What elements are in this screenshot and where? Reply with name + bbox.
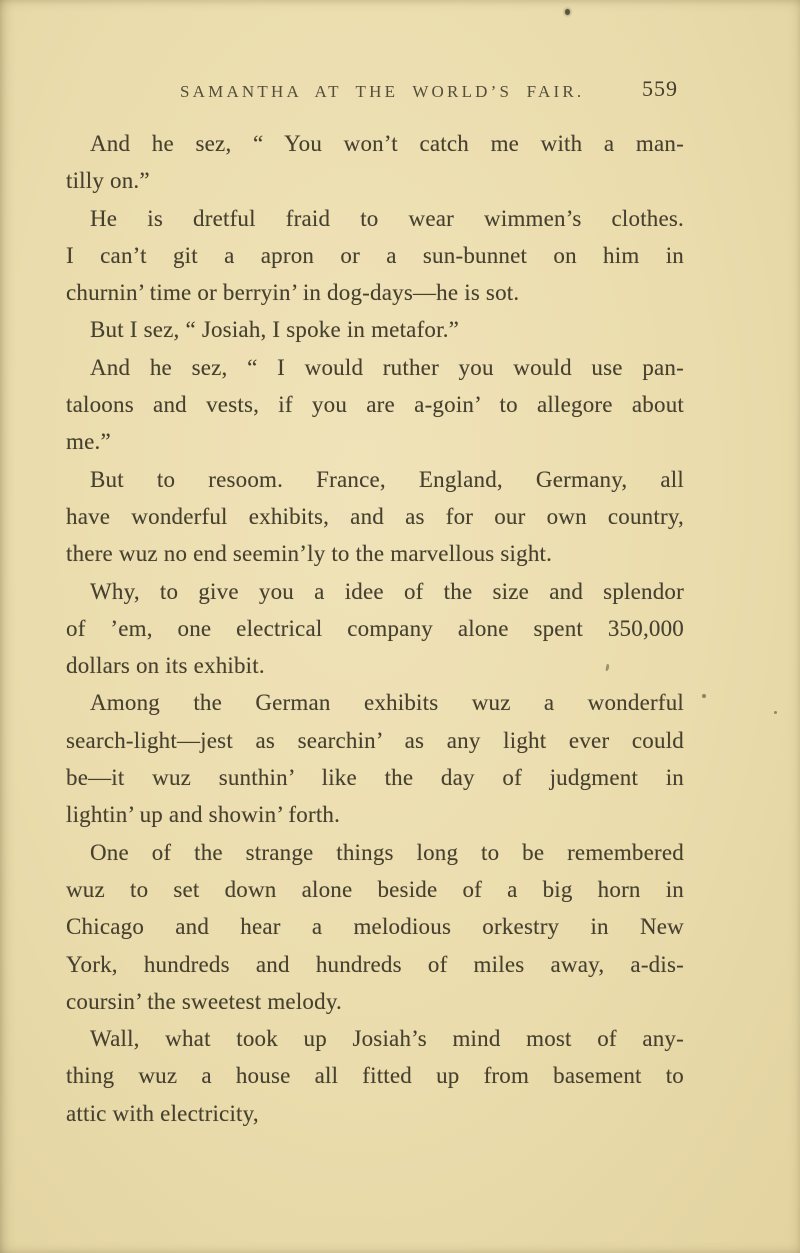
text-line: And he sez, “ You won’t catch me with a man- (90, 131, 684, 156)
paragraph (66, 684, 684, 833)
text-line: have wonderful exhibits, and as for our own country, (66, 503, 684, 529)
ink-speck (702, 694, 706, 698)
text-line: me.” (66, 429, 111, 455)
text-line: I can’t git a apron or a sun-bunnet on him in (66, 242, 684, 268)
running-header (0, 0, 800, 110)
text-line: lightin’ up and showin’ forth. (66, 802, 341, 828)
text-line: Why, to give you a idee of the size and splendor (90, 578, 684, 604)
text-line: He is dretful fraid to wear wimmen’s clothes. (90, 205, 684, 231)
text-line: coursin’ the sweetest melody. (66, 988, 342, 1014)
text-line: dollars on its exhibit. (66, 653, 265, 679)
paragraph (66, 311, 684, 348)
text-line: tilly on.” (66, 168, 150, 194)
paragraph (66, 834, 684, 1020)
text-line: But to resoom. France, England, Germany, all (90, 466, 684, 492)
text-line: Chicago and hear a melodious orkestry in New (66, 914, 684, 940)
text-line: taloons and vests, if you are a-goin’ to allegore about (66, 392, 684, 418)
paragraph (66, 200, 684, 312)
text-line: wuz to set down alone beside of a big horn in (66, 876, 684, 902)
text-line: there wuz no end seemin’ly to the marvellous sight. (66, 541, 553, 567)
text-line: be—it wuz sunthin’ like the day of judgment in (66, 765, 684, 791)
text-line: search-light—jest as searchin’ as any light ever could (66, 727, 684, 753)
ink-speck (774, 711, 777, 714)
text-line: Among the German exhibits wuz a wonderful (90, 690, 684, 716)
running-header-title: SAMANTHA AT THE WORLD’S FAIR. (180, 82, 585, 101)
text-line: York, hundreds and hundreds of miles away, a-dis- (66, 951, 684, 977)
paragraph (66, 461, 684, 573)
text-line: thing wuz a house all fitted up from basement to (66, 1063, 684, 1089)
paragraph (66, 1020, 684, 1132)
text-block (66, 125, 684, 1132)
paragraph (66, 125, 684, 200)
text-line: And he sez, “ I would ruther you would use pan- (90, 354, 684, 380)
text-line: One of the strange things long to be remembered (90, 839, 684, 865)
text-line: Wall, what took up Josiah’s mind most of any- (90, 1026, 684, 1052)
text-line: But I sez, “ Josiah, I spoke in metafor.” (90, 317, 460, 343)
text-line: churnin’ time or berryin’ in dog-days—he is sot. (66, 280, 520, 306)
text-line: of ’em, one electrical company alone spent 350,000 (66, 615, 684, 641)
paragraph (66, 573, 684, 685)
page-number: 559 (642, 76, 678, 101)
text-line: attic with electricity, (66, 1100, 259, 1126)
paragraph (66, 349, 684, 461)
